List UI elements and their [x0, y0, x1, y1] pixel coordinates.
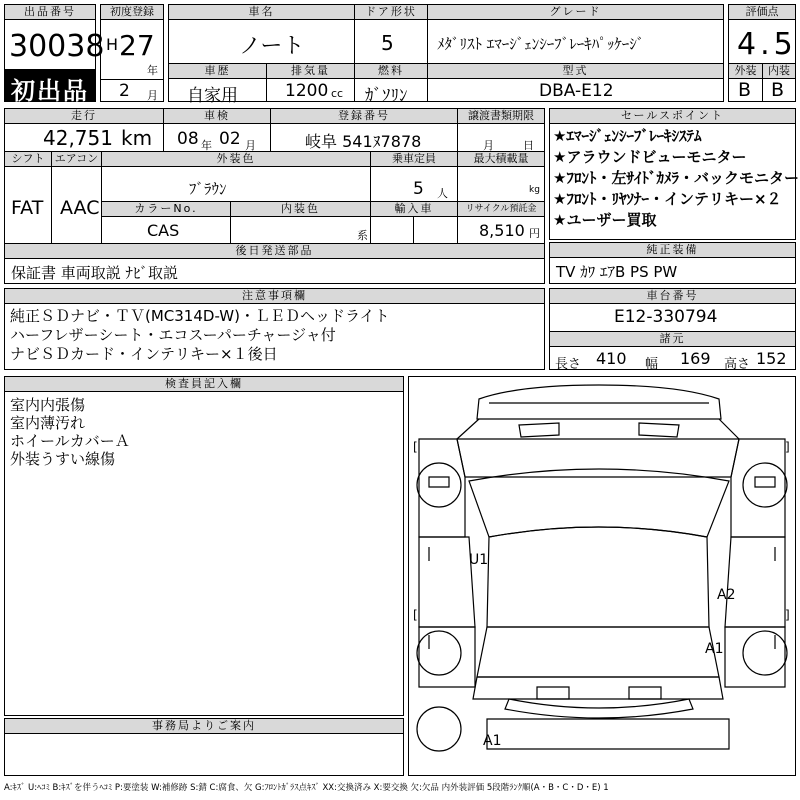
note-line: ハーフレザーシート・エコスーパーチャージャ付 — [10, 326, 336, 344]
car-name-label: 車名 — [169, 5, 354, 19]
selling-point: ★ﾌﾛﾝﾄ・ﾘﾔｿﾅｰ・インテリキー×２ — [553, 190, 782, 208]
transfer-month-unit: 月 — [483, 139, 494, 152]
damage-mark-a2: A2 — [717, 587, 736, 603]
note-line: ナビＳＤカード・インテリキー×１後日 — [10, 345, 278, 363]
height-value: 152 — [756, 349, 787, 368]
inspection-year-unit: 年 — [201, 139, 212, 152]
displacement-value: 1200 — [285, 81, 329, 101]
inspector-line: 室内薄汚れ — [10, 414, 86, 432]
inspection-label: 車検 — [164, 109, 270, 123]
car-name: ノート — [239, 34, 305, 59]
ac-label: エアコン — [52, 152, 101, 166]
score-box — [728, 4, 796, 102]
door-label: ドア形状 — [355, 5, 427, 19]
inspection-month: 02 — [219, 129, 241, 149]
lot-box — [4, 4, 105, 105]
int-color-unit: 系 — [357, 229, 368, 242]
svg-text:[: [ — [413, 608, 418, 622]
import-label: 輸入車 — [371, 202, 457, 216]
ext-grade-label: 外装 — [729, 64, 762, 78]
later-parts-label: 後日発送部品 — [5, 244, 544, 258]
selling-points-box — [549, 108, 799, 240]
damage-mark-a1-right: A1 — [705, 641, 724, 657]
notes-label: 注意事項欄 — [5, 289, 544, 303]
history-value: 自家用 — [187, 86, 238, 106]
dims-label: 諸元 — [550, 332, 795, 346]
capacity-unit: 人 — [437, 187, 448, 200]
inspection-year: 08 — [177, 129, 199, 149]
recycle-value: 8,510 — [479, 221, 525, 240]
era: H — [106, 35, 119, 54]
inspector-line: 外装うすい線傷 — [10, 450, 116, 468]
selling-points-label: セールスポイント — [550, 109, 795, 123]
plate-value: 岐阜 541ﾇ7878 — [305, 132, 422, 151]
model-value: DBA-E12 — [539, 81, 614, 101]
notes-lines — [10, 307, 390, 364]
selling-points-list — [553, 126, 799, 231]
displacement-unit: cc — [331, 87, 344, 100]
reg-month: 2 — [119, 81, 130, 101]
equipment-label: 純正装備 — [550, 243, 795, 257]
width-value: 169 — [680, 349, 711, 368]
fuel-value: ｶﾞｿﾘﾝ — [365, 86, 408, 106]
car-damage-diagram — [409, 377, 795, 775]
transfer-label: 譲渡書類期限 — [458, 109, 544, 123]
recycle-label: リサイクル預託金 — [458, 202, 544, 216]
chassis-label: 車台番号 — [550, 289, 795, 303]
chassis-box — [549, 288, 796, 370]
selling-point: ★アラウンドビューモニター — [553, 148, 747, 166]
inspector-label: 検査員記入欄 — [5, 377, 403, 391]
selling-point: ★ﾌﾛﾝﾄ・左ｻｲﾄﾞｶﾒﾗ・バックモニター — [553, 169, 799, 187]
selling-point: ★ユーザー買取 — [553, 211, 657, 229]
vehicle-main-box — [168, 4, 724, 106]
ext-color-value: ﾌﾞﾗｳﾝ — [189, 180, 227, 198]
height-label: 高さ — [724, 357, 751, 372]
score-label: 評価点 — [729, 5, 795, 19]
color-no-label: カラーNo. — [102, 202, 230, 216]
first-listing-badge — [5, 69, 95, 105]
ext-grade: B — [738, 79, 752, 101]
inspection-month-unit: 月 — [245, 139, 256, 152]
plate-label: 登録番号 — [271, 109, 457, 123]
fuel-label: 燃料 — [355, 64, 427, 78]
shift-value: FAT — [11, 197, 44, 219]
first-listing-text: 初出品 — [11, 77, 89, 105]
note-line: 純正ＳＤナビ・ＴＶ(MC314D-W)・ＬＥＤヘッドライト — [10, 307, 390, 325]
door-count: 5 — [381, 31, 394, 55]
model-label: 型式 — [428, 64, 723, 78]
int-color-label: 内装色 — [231, 202, 370, 216]
damage-diagram-box — [408, 376, 796, 776]
width-label: 幅 — [645, 357, 659, 372]
grade-value: ﾒﾀﾞﾘｽﾄ ｴﾏｰｼﾞｪﾝｼｰﾌﾞﾚｰｷﾊﾟｯｹｰｼﾞ — [437, 35, 645, 53]
inspector-notes — [10, 396, 130, 468]
damage-mark-u1: U1 — [469, 552, 489, 568]
svg-text:[: [ — [413, 440, 418, 454]
equipment-box — [549, 242, 796, 284]
load-label: 最大積載量 — [458, 152, 544, 166]
office-label: 事務局よりご案内 — [5, 719, 403, 733]
capacity-value: 5 — [413, 179, 424, 199]
svg-text:]: ] — [785, 440, 790, 454]
details-box — [4, 108, 545, 284]
transfer-day-unit: 日 — [523, 139, 534, 152]
inspector-line: 室内内張傷 — [10, 396, 86, 414]
ext-color-label: 外装色 — [102, 152, 370, 166]
later-parts-value: 保証書 車両取説 ﾅﾋﾞ取説 — [11, 264, 179, 282]
shift-label: シフト — [5, 152, 51, 166]
equipment-value: TV ｶﾜ ｴｱB PS PW — [556, 263, 678, 281]
year-unit: 年 — [147, 64, 158, 77]
length-label: 長さ — [555, 357, 582, 372]
lot-label: 出品番号 — [5, 5, 95, 19]
inspector-box — [4, 376, 404, 716]
recycle-unit: 円 — [529, 227, 540, 240]
svg-text:]: ] — [785, 608, 790, 622]
history-label: 車歴 — [169, 64, 266, 78]
int-grade-label: 内装 — [763, 64, 795, 78]
lot-number: 30038 — [9, 29, 105, 64]
load-unit: kg — [529, 185, 540, 195]
grade-label: グレード — [428, 5, 723, 19]
damage-mark-a1-spare: A1 — [483, 733, 502, 749]
office-box — [4, 718, 404, 776]
selling-point: ★ｴﾏｰｼﾞｪﾝｼｰﾌﾞﾚｰｷｼｽﾃﾑ — [553, 127, 702, 145]
mileage-unit: km — [121, 126, 153, 150]
month-unit: 月 — [147, 89, 158, 102]
mileage-label: 走行 — [5, 109, 163, 123]
legend-text: A:ｷｽﾞ U:ﾍｺﾐ B:ｷｽﾞを伴うﾍｺﾐ P:要塗装 W:補修跡 S:錆 C:腐食、欠 G:ﾌﾛﾝﾄｶﾞﾗｽ点ｷｽﾞ XX:交換済み X:要交換 欠:欠品 内外装評価 5段階ﾗﾝｸ順(A・B・C・D・E) 1 — [4, 783, 609, 793]
notes-box — [4, 288, 545, 370]
int-grade: B — [771, 79, 785, 101]
length-value: 410 — [596, 349, 627, 368]
registration-label: 初度登録 — [101, 5, 163, 19]
reg-year: 27 — [119, 29, 155, 62]
displacement-label: 排気量 — [267, 64, 354, 78]
registration-box — [100, 4, 164, 102]
inspector-line: ホイールカバーＡ — [10, 432, 130, 450]
ac-value: AAC — [60, 197, 100, 219]
mileage-value: 42,751 — [43, 126, 113, 150]
chassis-value: E12-330794 — [614, 307, 718, 327]
color-no-value: CAS — [147, 221, 180, 240]
score-value: 4.5 — [737, 27, 797, 62]
capacity-label: 乗車定員 — [371, 152, 457, 166]
